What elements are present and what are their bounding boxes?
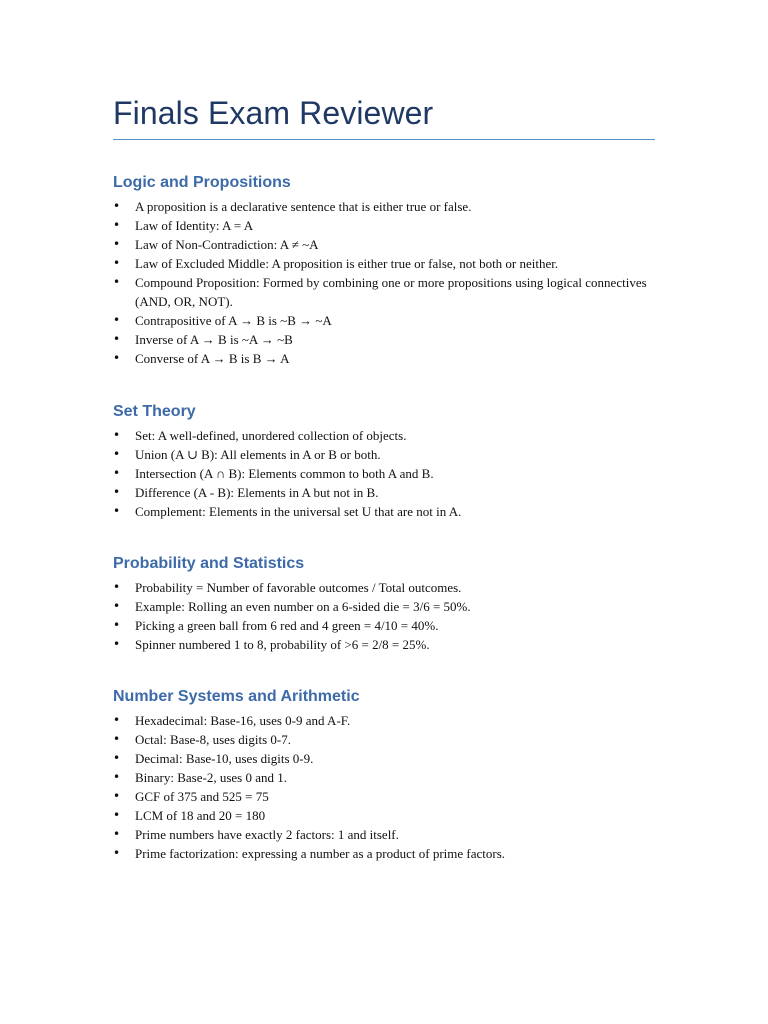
bullet-icon: • <box>113 504 121 518</box>
list-item-text: Hexadecimal: Base-16, uses 0-9 and A-F. <box>135 713 351 728</box>
bullet-icon: • <box>113 599 121 613</box>
list-item-text: Prime numbers have exactly 2 factors: 1 and itself. <box>135 827 399 842</box>
list-item <box>113 273 673 311</box>
list-item <box>113 787 673 806</box>
bullet-icon: • <box>113 732 121 746</box>
document-title: Finals Exam Reviewer <box>113 95 434 131</box>
list-item <box>113 330 673 349</box>
list-item <box>113 749 673 768</box>
list-item <box>113 768 673 787</box>
bullet-icon: • <box>113 218 121 232</box>
list-item <box>113 445 673 464</box>
bullet-icon: • <box>113 428 121 442</box>
list-item-text: Set: A well-defined, unordered collection of objects. <box>135 428 407 443</box>
list-item-text: LCM of 18 and 20 = 180 <box>135 808 266 823</box>
bullet-icon: • <box>113 237 121 251</box>
list-item-text: Intersection (A ∩ B): Elements common to both A and B. <box>135 466 434 481</box>
bullet-icon: • <box>113 447 121 461</box>
list-item <box>113 616 673 635</box>
section-heading: Number Systems and Arithmetic <box>113 688 360 705</box>
list-item-text: A proposition is a declarative sentence that is either true or false. <box>135 199 472 214</box>
bullet-icon: • <box>113 256 121 270</box>
list-item <box>113 197 673 216</box>
list-item-text: GCF of 375 and 525 = 75 <box>135 789 269 804</box>
bullet-icon: • <box>113 770 121 784</box>
list-item-text: Probability = Number of favorable outcomes / Total outcomes. <box>135 580 462 595</box>
list-item <box>113 254 673 273</box>
list-item-text: Contrapositive of A → B is ~B → ~A <box>135 313 332 328</box>
section-heading: Set Theory <box>113 403 196 420</box>
list-item <box>113 635 673 654</box>
list-item-text: Law of Non-Contradiction: A ≠ ~A <box>135 237 319 252</box>
section-number-systems <box>113 686 673 863</box>
list-item-text: Law of Identity: A = A <box>135 218 254 233</box>
bullet-list <box>113 711 673 863</box>
bullet-icon: • <box>113 580 121 594</box>
bullet-icon: • <box>113 275 121 289</box>
list-item-text: Octal: Base-8, uses digits 0-7. <box>135 732 291 747</box>
list-item-text: Spinner numbered 1 to 8, probability of >6 = 2/8 = 25%. <box>135 637 430 652</box>
bullet-icon: • <box>113 466 121 480</box>
list-item <box>113 711 673 730</box>
list-item <box>113 730 673 749</box>
list-item-text: Difference (A - B): Elements in A but not in B. <box>135 485 379 500</box>
list-item <box>113 825 673 844</box>
list-item-text: Complement: Elements in the universal set U that are not in A. <box>135 504 462 519</box>
list-item <box>113 806 673 825</box>
bullet-list <box>113 426 673 521</box>
bullet-icon: • <box>113 751 121 765</box>
bullet-icon: • <box>113 351 121 365</box>
list-item-text: Union (A ∪ B): All elements in A or B or both. <box>135 447 381 462</box>
bullet-icon: • <box>113 713 121 727</box>
list-item-text: Inverse of A → B is ~A → ~B <box>135 332 293 347</box>
list-item-text: Example: Rolling an even number on a 6-sided die = 3/6 = 50%. <box>135 599 471 614</box>
bullet-icon: • <box>113 789 121 803</box>
list-item <box>113 426 673 445</box>
section-heading: Probability and Statistics <box>113 555 305 572</box>
list-item <box>113 235 673 254</box>
bullet-icon: • <box>113 485 121 499</box>
bullet-icon: • <box>113 199 121 213</box>
list-item <box>113 349 673 368</box>
list-item <box>113 464 673 483</box>
bullet-icon: • <box>113 313 121 327</box>
section-heading: Logic and Propositions <box>113 174 291 191</box>
list-item-text: Decimal: Base-10, uses digits 0-9. <box>135 751 314 766</box>
bullet-icon: • <box>113 808 121 822</box>
section-set-theory <box>113 401 673 521</box>
section-probability-statistics <box>113 553 673 654</box>
bullet-icon: • <box>113 637 121 651</box>
bullet-icon: • <box>113 332 121 346</box>
list-item-text: Converse of A → B is B → A <box>135 351 290 366</box>
list-item <box>113 311 673 330</box>
section-logic-propositions <box>113 172 673 368</box>
list-item <box>113 597 673 616</box>
bullet-list <box>113 578 673 654</box>
list-item <box>113 578 673 597</box>
bullet-icon: • <box>113 846 121 860</box>
title-divider <box>113 139 655 140</box>
bullet-icon: • <box>113 827 121 841</box>
list-item-text: Picking a green ball from 6 red and 4 green = 4/10 = 40%. <box>135 618 439 633</box>
list-item <box>113 844 673 863</box>
list-item-text: Law of Excluded Middle: A proposition is either true or false, not both or neither. <box>135 256 559 271</box>
list-item-text: Prime factorization: expressing a number as a product of prime factors. <box>135 846 506 861</box>
bullet-list <box>113 197 673 368</box>
list-item <box>113 502 673 521</box>
bullet-icon: • <box>113 618 121 632</box>
list-item <box>113 216 673 235</box>
list-item-text: Compound Proposition: Formed by combining one or more propositions using logical connectives (AND, OR, NOT). <box>135 275 647 309</box>
list-item <box>113 483 673 502</box>
list-item-text: Binary: Base-2, uses 0 and 1. <box>135 770 288 785</box>
